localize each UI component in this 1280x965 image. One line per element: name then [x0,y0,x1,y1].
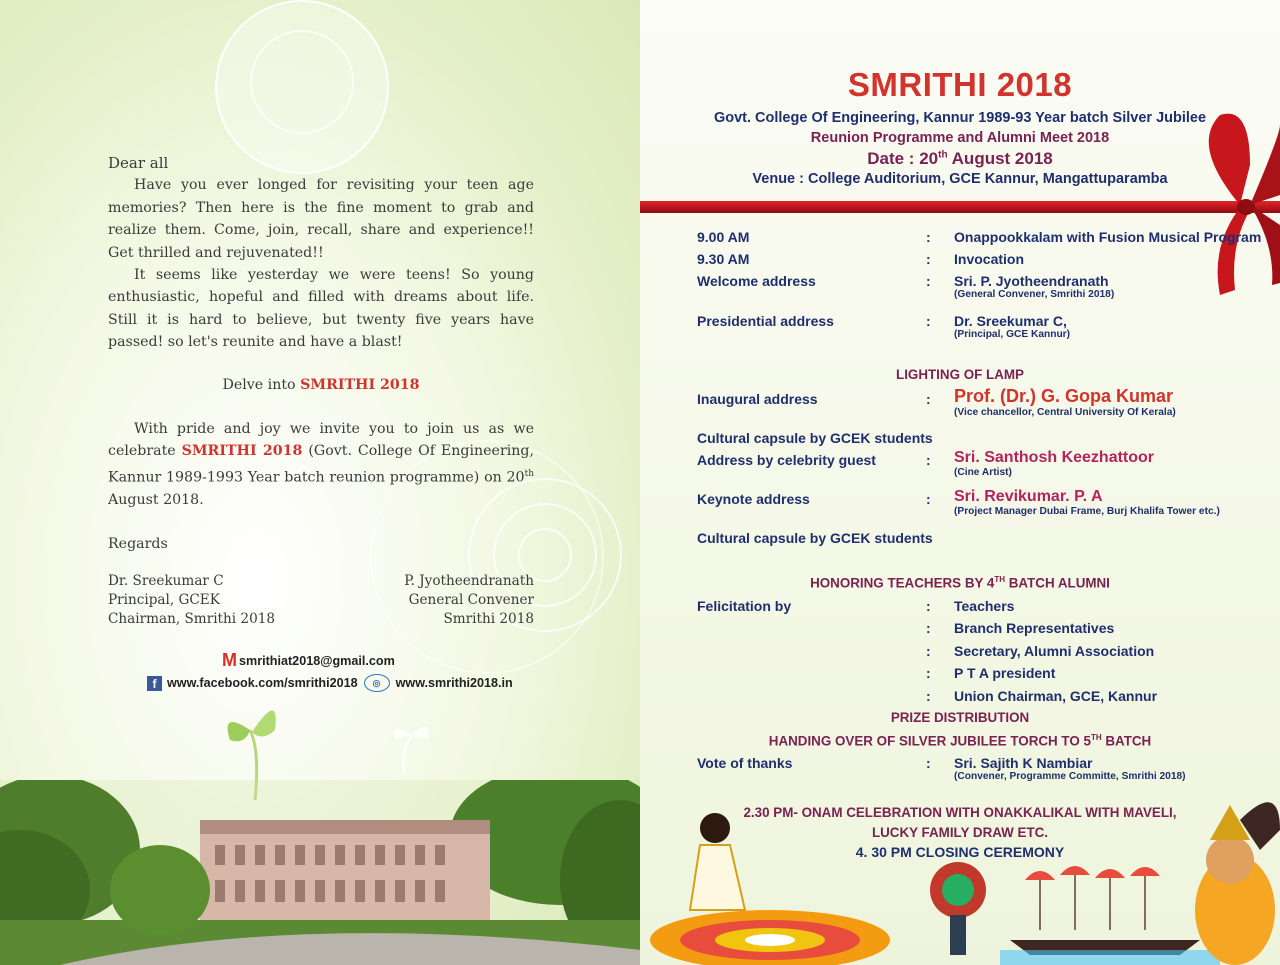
regards: Regards [108,536,168,553]
sig-left-name: Dr. Sreekumar C [108,573,224,589]
signature-left [108,572,275,629]
row-label: Inaugural address [697,391,818,407]
sig-right-name: P. Jyotheendranath [404,573,534,589]
row-label: Felicitation by [697,598,792,614]
row-time-label: 9.30 AM [697,251,750,267]
website-link[interactable]: www.smrithi2018.in [395,676,513,690]
chief-guest-name: Prof. (Dr.) G. Gopa Kumar [954,386,1174,406]
delve-event: SMRITHI 2018 [300,376,420,393]
torch-sup: TH [1090,733,1102,742]
row-colon: : [926,665,931,681]
row-label: Vote of thanks [697,755,793,771]
row-label: Address by celebrity guest [697,452,876,468]
para3-sup: th [524,468,534,479]
celebrity-guest-name: Sri. Santhosh Keezhattoor [954,449,1155,466]
row-colon: : [926,620,931,636]
event-title: SMRITHI 2018 [847,66,1073,103]
paragraph-3 [108,418,534,511]
date-prefix: Date : 20 [867,149,939,168]
date-suffix: August 2018 [947,149,1053,168]
row-colon: : [926,598,931,614]
date-sup: th [938,149,948,161]
row-colon: : [926,491,931,507]
honor-prefix: HONORING TEACHERS BY 4 [810,575,995,591]
sig-left-title: Principal, GCEK [108,592,220,608]
sig-right-role: Smrithi 2018 [443,611,534,627]
torch-handover [640,733,1280,748]
email-contact[interactable] [222,650,395,671]
speaker-name: Dr. Sreekumar C, [954,313,1067,329]
row-colon: : [926,251,931,267]
felicitation-item: Teachers [954,598,1015,614]
honor-suffix: BATCH ALUMNI [1005,575,1110,591]
row-colon: : [926,229,931,245]
speaker-note: (Convener, Programme Committe, Smrithi 2018) [954,771,1186,782]
row-label: Cultural capsule by GCEK students [697,530,933,546]
felicitation-item: P T A president [954,665,1056,681]
speaker-note: (General Convener, Smrithi 2018) [954,289,1115,300]
honor-sup: TH [994,575,1006,584]
signature-right [340,572,534,629]
onam-celebration-line-1: 2.30 PM- ONAM CELEBRATION WITH ONAKKALIKAL WITH MAVELI, [743,805,1177,820]
programme-page [640,0,1280,965]
torch-prefix: HANDING OVER OF SILVER JUBILEE TORCH TO 5 [768,733,1091,749]
closing-ceremony: 4. 30 PM CLOSING CEREMONY [855,844,1065,860]
para3-text-c: August 2018. [108,492,204,509]
ribbon-bow [1180,105,1280,295]
row-value: Invocation [954,251,1025,267]
letter-body [108,152,534,556]
speaker-name: Sri. Sajith K Nambiar [954,755,1093,771]
row-colon: : [926,755,931,771]
para3-text-b: (Govt. College Of Engineering, Kannur 1989-1993 Year batch reunion programme) on 20 [108,443,535,486]
row-label: Keynote address [697,491,810,507]
keynote-speaker-name: Sri. Revikumar. P. A [954,488,1103,505]
row-value [954,313,1070,340]
felicitation-item: Union Chairman, GCE, Kannur [954,688,1158,704]
row-value [954,273,1114,300]
prize-distribution: PRIZE DISTRIBUTION [890,710,1030,725]
row-value [954,755,1186,782]
felicitation-item: Branch Representatives [954,620,1115,636]
event-subtitle-1: Govt. College Of Engineering, Kannur 1989-93 Year batch Silver Jubilee [713,110,1207,126]
row-label: Welcome address [697,273,816,289]
row-colon: : [926,452,931,468]
speaker-note: (Principal, GCE Kannur) [954,329,1071,340]
felicitation-item: Secretary, Alumni Association [954,643,1155,659]
facebook-link[interactable]: www.facebook.com/smrithi2018 [167,676,358,690]
row-value [954,449,1154,478]
paragraph-2: It seems like yesterday we were teens! So young enthusiastic, hopeful and filled with dreams about life. Still it is hard to believe, but twenty five years have passed! so let's reunite and have a blast! [108,267,534,351]
facebook-icon: f [147,676,162,691]
row-colon: : [926,643,931,659]
sig-left-role: Chairman, Smrithi 2018 [108,611,276,627]
torch-suffix: BATCH [1101,733,1152,749]
event-subtitle-2: Reunion Programme and Alumni Meet 2018 [810,130,1110,146]
onam-illustration [640,790,1280,965]
event-venue: Venue : College Auditorium, GCE Kannur, Mangattuparamba [752,171,1168,187]
row-colon: : [926,688,931,704]
para3-event: SMRITHI 2018 [181,443,303,460]
row-colon: : [926,313,931,329]
onam-celebration-line-2: LUCKY FAMILY DRAW ETC. [871,825,1049,840]
decorative-circle [250,30,354,134]
gmail-icon: M [222,650,237,670]
row-time-label: 9.00 AM [697,229,750,245]
college-building-photo [0,780,640,965]
speaker-note: (Cine Artist) [954,467,1012,478]
para3-text-a: With pride and joy we invite you to join us as we celebrate [108,421,534,460]
lighting-of-lamp: LIGHTING OF LAMP [896,367,1024,382]
delve-line [108,374,534,396]
delve-text: Delve into [222,376,301,393]
speaker-note: (Vice chancellor, Central University Of Kerala) [954,407,1176,418]
honoring-teachers-heading [640,575,1280,590]
row-value: Onappookkalam with Fusion Musical Program [954,229,1262,245]
speaker-name: Sri. P. Jyotheendranath [954,273,1109,289]
email-text: smrithiat2018@gmail.com [239,653,395,668]
paragraph-1: Have you ever longed for revisiting your teen age memories? Then here is the fine moment to grab and realize them. Come, join, recall, share and experience!! Get thrilled and rejuvenated!! [108,177,534,261]
speaker-note: (Project Manager Dubai Frame, Burj Khalifa Tower etc.) [954,506,1220,517]
row-colon: : [926,273,931,289]
row-value [954,386,1176,418]
row-colon: : [926,391,931,407]
row-label: Presidential address [697,313,834,329]
greeting: Dear all [108,154,169,172]
globe-icon: ◎ [364,674,390,692]
row-value [954,488,1220,517]
row-label: Cultural capsule by GCEK students [697,430,933,446]
sig-right-title: General Convener [408,592,534,608]
